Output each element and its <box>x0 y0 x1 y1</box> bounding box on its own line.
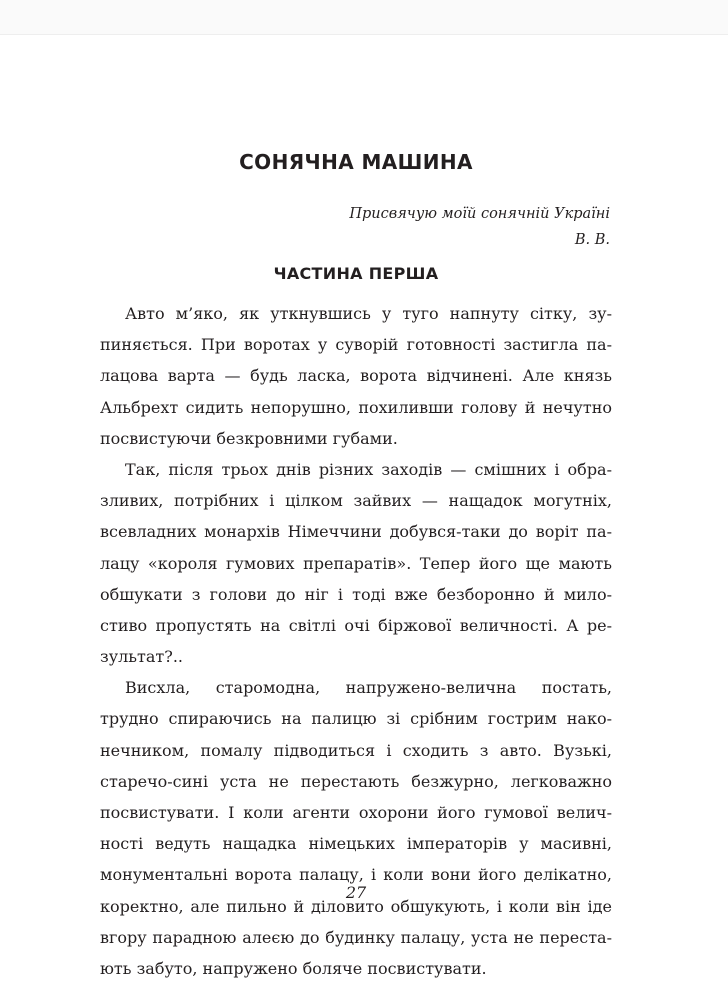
text-line: посвистувати. І коли агенти охорони його гумової велич- <box>100 803 612 822</box>
text-line: монументальні ворота палацу, і коли вони його делікатно, <box>100 865 612 885</box>
text-line: ності ведуть нащадка німецьких імператорів у масивні, <box>100 834 612 854</box>
part-title: ЧАСТИНА ПЕРША <box>273 264 439 283</box>
dedication <box>349 201 610 253</box>
text-line: лацу «короля гумових препаратів». Тепер його ще мають <box>100 553 612 573</box>
text-line: лацова варта — будь ласка, ворота відчинені. Але князь <box>100 366 612 386</box>
dedication-text: Присвячую моїй сонячній Україні <box>349 206 610 222</box>
text-line: коректно, але пильно й діловито обшукують, і коли він іде <box>100 896 612 916</box>
paragraph <box>100 672 612 984</box>
text-line: обшукати з голови до ніг і тоді вже безборонно й мило- <box>100 584 612 604</box>
text-line: Так, після трьох днів різних заходів — смішних і обра- <box>125 459 612 479</box>
text-line: нечником, помалу підводиться і сходить з авто. Вузькі, <box>100 740 612 760</box>
text-line: Альбрехт сидить непорушно, похиливши голову й нечутно <box>100 397 612 417</box>
text-line: ють забуто, напружено боляче посвистувати. <box>100 958 487 978</box>
paragraph <box>100 454 612 672</box>
chapter-title: СОНЯЧНА МАШИНА <box>239 150 473 174</box>
paragraph <box>100 298 612 454</box>
dedication-initials: В. В. <box>574 232 610 248</box>
text-line: пиняється. При воротах у суворій готовності застигла па- <box>100 335 612 355</box>
text-line: Авто м’яко, як уткнувшись у туго напнуту сітку, зу- <box>125 304 612 323</box>
text-line: стиво пропустять на світлі очі біржової величності. А ре- <box>100 615 612 635</box>
text-line: трудно спираючись на палицю зі срібним гострим нако- <box>100 709 612 729</box>
text-line: зультат?.. <box>100 647 184 667</box>
text-line: старечо-сині уста не перестають безжурно, легковажно <box>100 771 612 791</box>
text-line: посвистуючи безкровними губами. <box>100 428 398 448</box>
body-text <box>100 298 612 984</box>
text-line: зливих, потрібних і цілком зайвих — нащадок могутніх, <box>100 491 612 511</box>
text-line: вгору парадною алеєю до будинку палацу, уста не переста- <box>100 927 612 947</box>
text-line: всевладних монархів Німеччини добувся-таки до воріт па- <box>100 522 612 542</box>
text-line: Висхла, старомодна, напружено-велична постать, <box>125 678 612 698</box>
book-page <box>100 0 612 1000</box>
page-number: 27 <box>345 883 367 902</box>
